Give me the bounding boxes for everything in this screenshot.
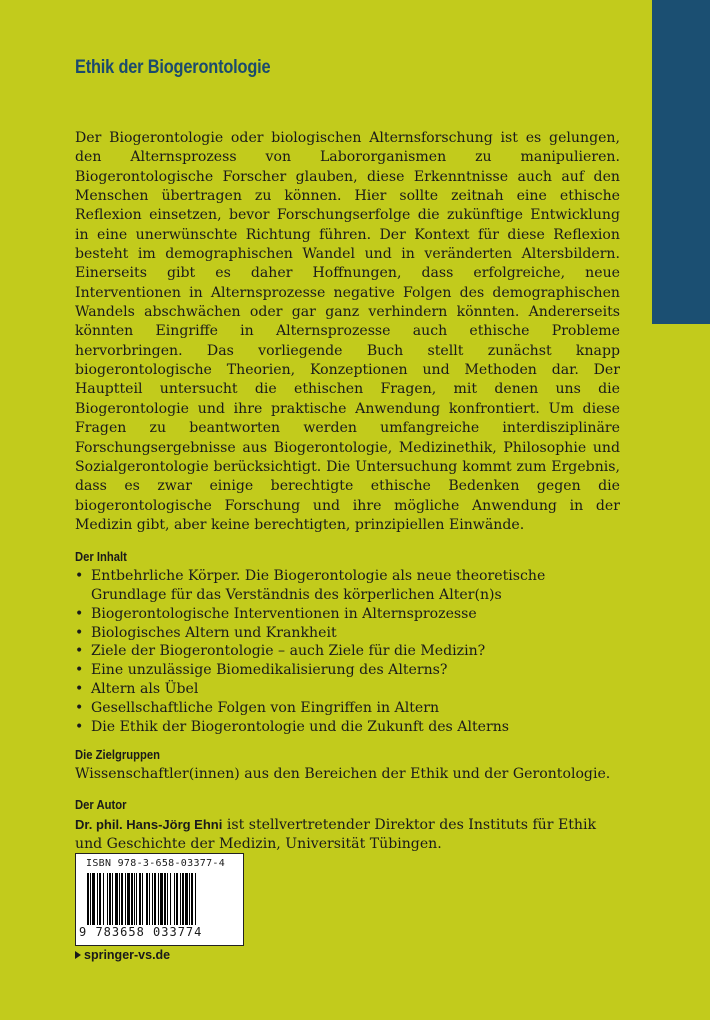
cover-accent-bar <box>652 0 710 324</box>
contents-heading: Der Inhalt <box>75 550 127 565</box>
list-item: • Altern als Übel <box>75 680 620 699</box>
arrow-right-icon <box>75 951 81 959</box>
website-link[interactable] <box>75 948 170 962</box>
blurb-text: Der Biogerontologie oder biologischen Alternsforschung ist es gelungen, den Alternsprozess von Labororganismen zu manipulieren. Biogerontologische Forscher glauben, diese Erkenntnisse auch auf den Menschen übertragen zu können. Hier sollte zeitnah eine ethische Reflexion einsetzen, bevor Forschungserfolge die zukünftige Entwicklung in eine unerwünschte Richtung führen. Der Kontext für diese Reflexion besteht im demographischen Wandel und in veränderten Altersbildern. Einerseits gibt es daher Hoffnungen, dass erfolgreiche, neue Interventionen in Alternsprozesse negative Folgen des demographischen Wandels abschwächen oder gar ganz verhindern könnten. Andererseits könnten Eingriffe in Alternsprozesse auch ethische Probleme hervorbringen. Das vorliegende Buch stellt zunächst knapp biogerontologische Theorien, Konzeptionen und Methoden dar. Der Hauptteil untersucht die ethischen Fragen, mit denen uns die Biogerontologie und ihre praktische Anwendung konfrontiert. Um diese Fragen zu beantworten werden umfangreiche interdisziplinäre Forschungsergebnisse aus Biogerontologie, Medizinethik, Philosophie und Sozialgerontologie berücksichtigt. Die Untersuchung kommt zum Ergebnis, dass es zwar einige berechtigte ethische Bedenken gegen die biogerontologische Forschung und ihre mögliche Anwendung in der Medizin gibt, aber keine berechtigten, prinzipiellen Einwände. <box>75 130 620 533</box>
list-item: • Ziele der Biogerontologie – auch Ziele für die Medizin? <box>75 642 620 661</box>
list-item: • Gesellschaftliche Folgen von Eingriffen in Altern <box>75 699 620 718</box>
audience-text: Wissenschaftler(innen) aus den Bereichen der Ethik und der Gerontologie. <box>75 766 611 783</box>
contents-list <box>75 567 620 736</box>
author-description: ist stellvertretender Direktor des Instituts für Ethik und Geschichte der Medizin, Universität Tübingen. <box>75 816 597 853</box>
author-heading: Der Autor <box>75 797 127 812</box>
list-item: • Biogerontologische Interventionen in Alternsprozesse <box>75 605 620 624</box>
isbn-barcode <box>75 853 244 946</box>
barcode-bars <box>86 873 234 930</box>
author-bio <box>75 815 620 855</box>
website-text: springer-vs.de <box>84 948 171 962</box>
list-item: • Die Ethik der Biogerontologie und die Zukunft des Alterns <box>75 718 620 737</box>
author-name: Dr. phil. Hans-Jörg Ehni <box>75 816 223 832</box>
audience-heading: Die Zielgruppen <box>75 748 161 763</box>
list-item: • Biologisches Altern und Krankheit <box>75 624 620 643</box>
barcode-digits <box>78 925 238 939</box>
list-item: • Entbehrliche Körper. Die Biogerontologie als neue theoretische Grundlage für das Verständnis des körperlichen Alter(n)s <box>75 567 620 605</box>
list-item: • Eine unzulässige Biomedikalisierung des Alterns? <box>75 661 620 680</box>
book-title: Ethik der Biogerontologie <box>75 57 271 78</box>
isbn-number: ISBN 978-3-658-03377-4 <box>86 858 226 869</box>
back-cover-content <box>75 129 620 854</box>
barcode-digits-text: 9 783658 033774 <box>79 925 203 939</box>
